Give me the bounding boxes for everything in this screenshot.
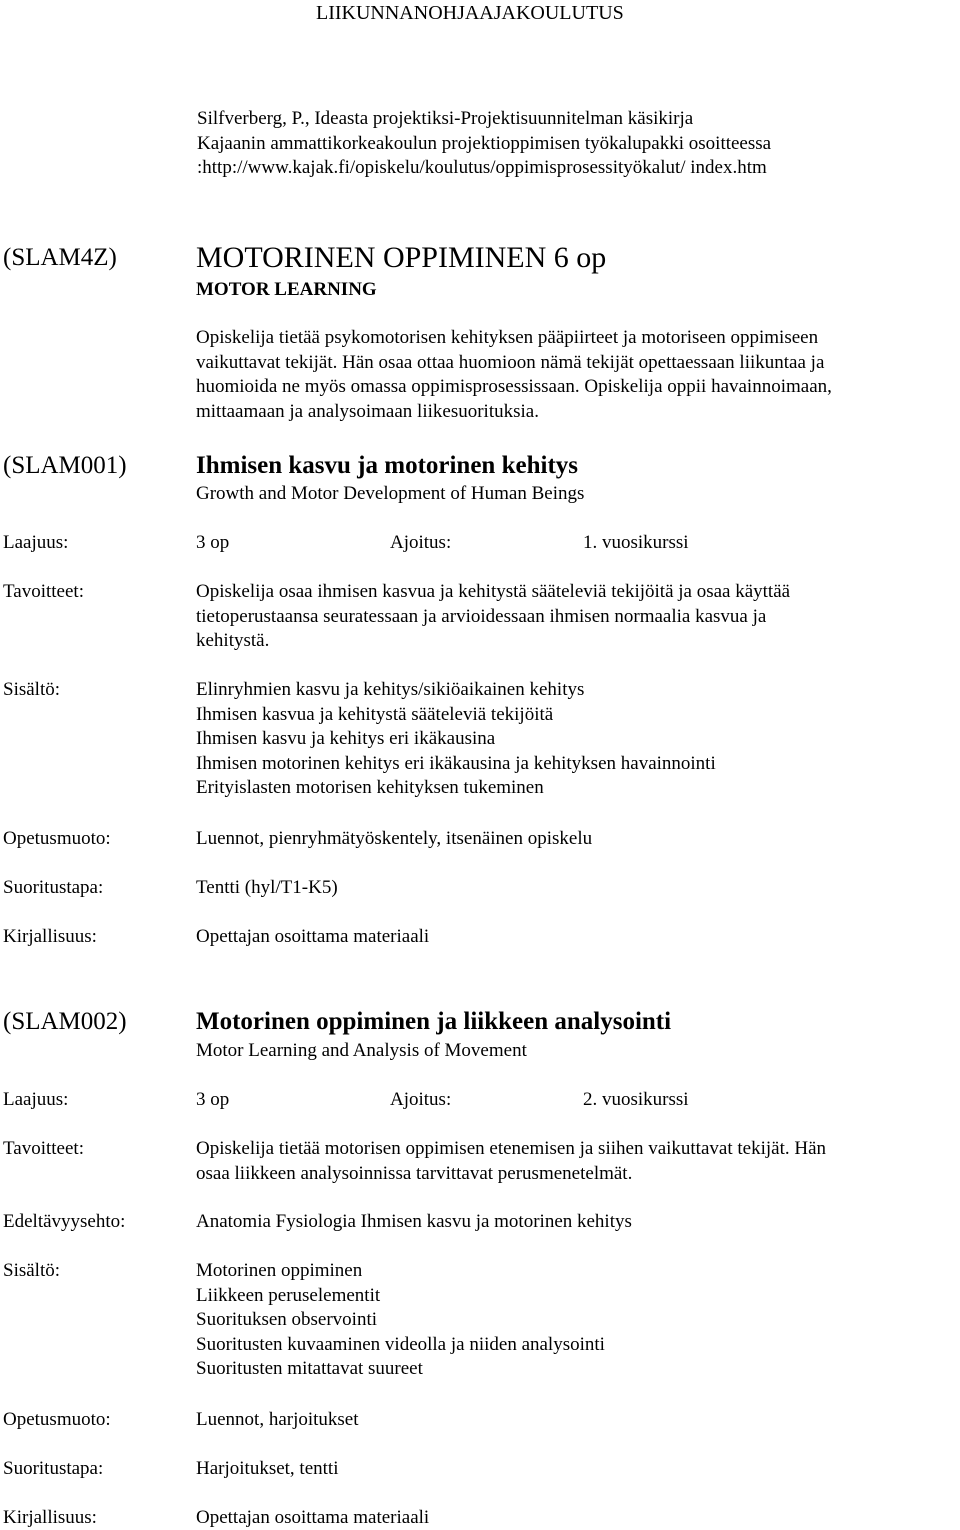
course2-ajoitus-value: 2. vuosikurssi (583, 1089, 689, 1110)
course1-suoritustapa-label: Suoritustapa: (3, 877, 104, 898)
course1-ajoitus-label: Ajoitus: (390, 532, 452, 553)
course2-tavoitteet-label: Tavoitteet: (3, 1138, 84, 1159)
course2-subtitle: Motor Learning and Analysis of Movement (196, 1040, 527, 1061)
sisalto-item: Liikkeen peruselementit (196, 1284, 381, 1306)
course1-sisalto (196, 678, 956, 801)
sisalto-item: Erityislasten motorisen kehityksen tukeminen (196, 777, 544, 798)
reference-line: :http://www.kajak.fi/opiskelu/koulutus/oppimisprosessityökalut/ index.htm (197, 157, 767, 178)
reference-block (197, 107, 771, 181)
course1-opetusmuoto-label: Opetusmuoto: (3, 828, 111, 849)
course1-sisalto-label: Sisältö: (3, 679, 61, 700)
course1-laajuus-value: 3 op (196, 532, 230, 553)
description-line: vaikuttavat tekijät. Hän osaa ottaa huomioon nämä tekijät opettaessaan liikuntaa ja (196, 351, 825, 373)
sisalto-item: Ihmisen motorinen kehitys eri ikäkausina ja kehityksen havainnointi (196, 752, 716, 774)
course1-tavoitteet (196, 580, 956, 654)
sisalto-item: Suorituksen observointi (196, 1309, 378, 1330)
course2-ajoitus-label: Ajoitus: (390, 1089, 452, 1110)
course1-laajuus-label: Laajuus: (3, 532, 69, 553)
sisalto-item: Ihmisen kasvua ja kehitystä sääteleviä tekijöitä (196, 703, 554, 725)
reference-line: Silfverberg, P., Ideasta projektiksi-Projektisuunnitelman käsikirja (197, 108, 694, 129)
course2-suoritustapa: Harjoitukset, tentti (196, 1458, 339, 1479)
sisalto-item: Elinryhmien kasvu ja kehitys/sikiöaikainen kehitys (196, 679, 585, 700)
course1-kirjallisuus-label: Kirjallisuus: (3, 926, 97, 947)
module-code: (SLAM4Z) (3, 244, 117, 271)
sisalto-item: Ihmisen kasvu ja kehitys eri ikäkausina (196, 728, 496, 749)
page-header: LIIKUNNANOHJAAJAKOULUTUS (316, 2, 624, 24)
course2-suoritustapa-label: Suoritustapa: (3, 1458, 104, 1479)
course2-kirjallisuus: Opettajan osoittama materiaali (196, 1507, 430, 1528)
course2-laajuus-value: 3 op (196, 1089, 230, 1110)
course1-kirjallisuus: Opettajan osoittama materiaali (196, 926, 430, 947)
course1-title: Ihmisen kasvu ja motorinen kehitys (196, 452, 578, 479)
sisalto-item: Suoritusten mitattavat suureet (196, 1358, 423, 1379)
course2-edeltavyys-label: Edeltävyysehto: (3, 1211, 126, 1232)
course1-opetusmuoto: Luennot, pienryhmätyöskentely, itsenäinen opiskelu (196, 828, 593, 849)
course2-laajuus-label: Laajuus: (3, 1089, 69, 1110)
sisalto-item: Motorinen oppiminen (196, 1260, 363, 1281)
module-subtitle: MOTOR LEARNING (196, 279, 377, 300)
course2-code: (SLAM002) (3, 1008, 127, 1035)
course2-opetusmuoto: Luennot, harjoitukset (196, 1409, 359, 1430)
tavoitteet-line: osaa liikkeen analysoinnissa tarvittavat perusmenetelmät. (196, 1162, 633, 1184)
course2-opetusmuoto-label: Opetusmuoto: (3, 1409, 111, 1430)
course1-suoritustapa: Tentti (hyl/T1-K5) (196, 877, 338, 898)
tavoitteet-line: kehitystä. (196, 630, 270, 651)
course1-tavoitteet-label: Tavoitteet: (3, 581, 84, 602)
description-line: huomioida ne myös omassa oppimisprosessissaan. Opiskelija oppii havainnoimaan, (196, 376, 832, 397)
course1-subtitle: Growth and Motor Development of Human Beings (196, 483, 585, 504)
course1-code: (SLAM001) (3, 452, 127, 479)
description-line: mittaamaan ja analysoimaan liikesuorituksia. (196, 400, 539, 422)
module-description (196, 326, 956, 424)
description-line: Opiskelija tietää psykomotorisen kehityksen pääpiirteet ja motoriseen oppimiseen (196, 327, 819, 348)
course2-sisalto-label: Sisältö: (3, 1260, 61, 1281)
course2-tavoitteet (196, 1137, 956, 1186)
tavoitteet-line: Opiskelija osaa ihmisen kasvua ja kehitystä sääteleviä tekijöitä ja osaa käyttää (196, 581, 791, 602)
reference-line: Kajaanin ammattikorkeakoulun projektioppimisen työkalupakki osoitteessa (197, 132, 772, 154)
course2-title: Motorinen oppiminen ja liikkeen analysointi (196, 1008, 672, 1035)
sisalto-item: Suoritusten kuvaaminen videolla ja niiden analysointi (196, 1333, 605, 1355)
course1-ajoitus-value: 1. vuosikurssi (583, 532, 689, 553)
course2-edeltavyys: Anatomia Fysiologia Ihmisen kasvu ja motorinen kehitys (196, 1211, 632, 1232)
module-title: MOTORINEN OPPIMINEN 6 op (196, 241, 607, 274)
course2-kirjallisuus-label: Kirjallisuus: (3, 1507, 97, 1528)
tavoitteet-line: tietoperustaansa seuratessaan ja arvioidessaan ihmisen normaalia kasvua ja (196, 605, 767, 627)
course2-sisalto (196, 1259, 956, 1382)
tavoitteet-line: Opiskelija tietää motorisen oppimisen etenemisen ja siihen vaikuttavat tekijät. Hän (196, 1138, 826, 1159)
